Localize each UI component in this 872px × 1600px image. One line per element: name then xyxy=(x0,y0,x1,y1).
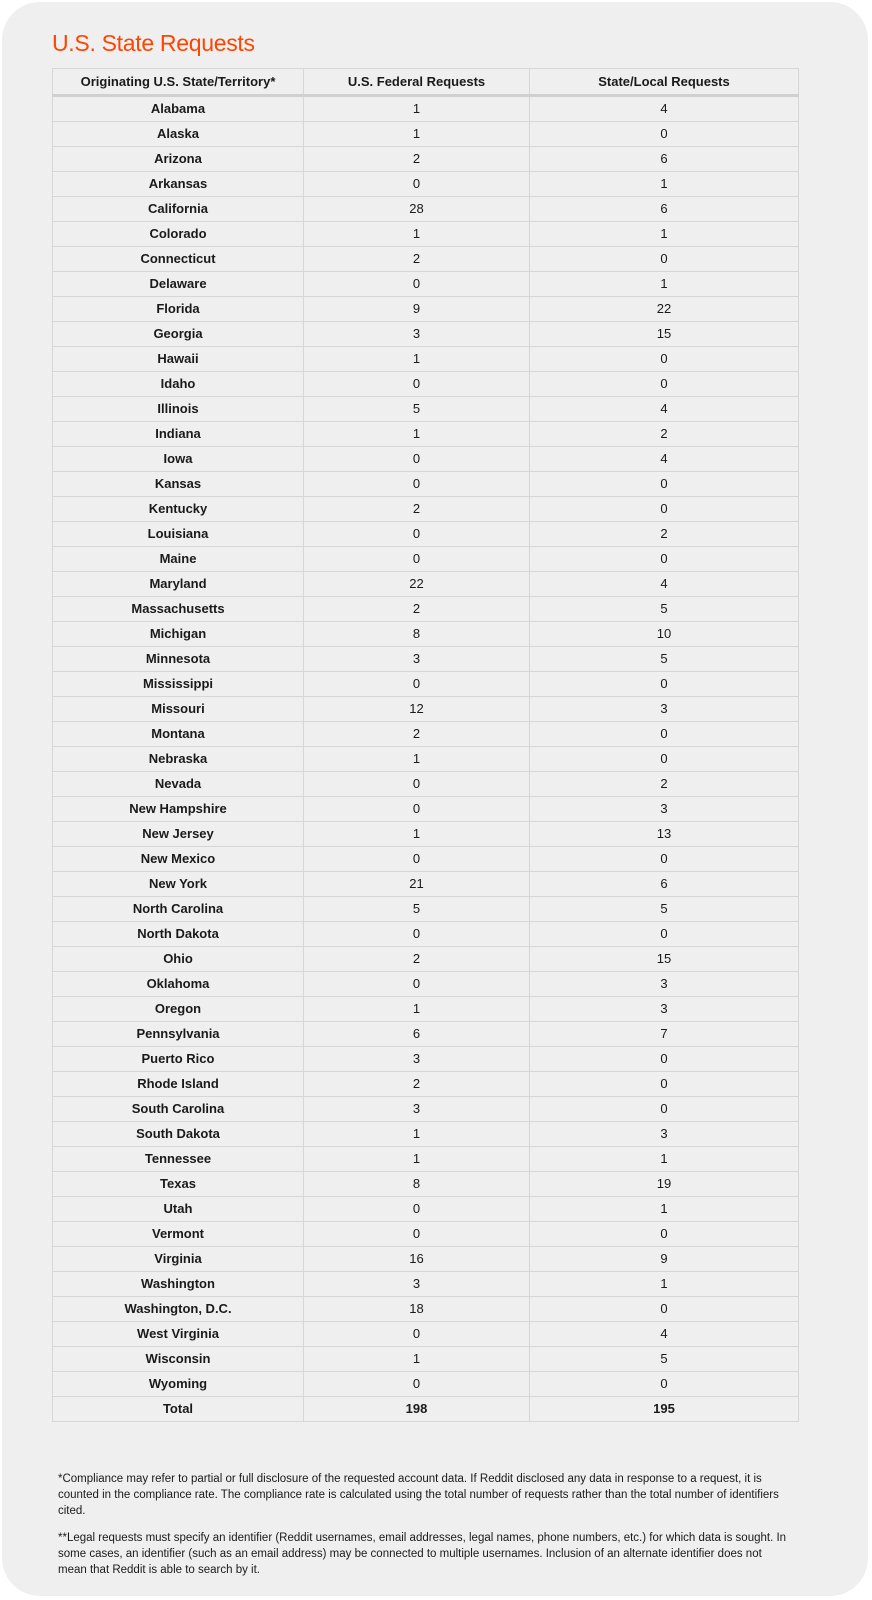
table-row xyxy=(53,497,799,522)
state-local-requests-cell: 10 xyxy=(530,622,799,647)
state-cell: Montana xyxy=(53,722,304,747)
footnote-identifier: **Legal requests must specify an identifier (Reddit usernames, email addresses, legal names, phone numbers, etc.) for which data is sought. In some cases, an identifier (such as an email address) may be connected to multiple usernames. Inclusion of an alternate identifier does not mean that Reddit is able to search by it. xyxy=(58,1532,787,1576)
federal-requests-cell: 21 xyxy=(304,872,530,897)
table-row xyxy=(53,1272,799,1297)
table-row xyxy=(53,747,799,772)
federal-requests-cell: 1 xyxy=(304,96,530,122)
federal-requests-cell: 0 xyxy=(304,472,530,497)
state-local-requests-cell: 0 xyxy=(530,722,799,747)
state-cell: Georgia xyxy=(53,322,304,347)
state-local-requests-cell: 9 xyxy=(530,1247,799,1272)
state-cell: California xyxy=(53,197,304,222)
state-local-requests-cell: 0 xyxy=(530,847,799,872)
table-row xyxy=(53,847,799,872)
state-cell: Texas xyxy=(53,1172,304,1197)
state-local-requests-cell: 0 xyxy=(530,1072,799,1097)
state-cell: Idaho xyxy=(53,372,304,397)
table-row xyxy=(53,422,799,447)
federal-requests-cell: 5 xyxy=(304,397,530,422)
state-local-requests-cell: 0 xyxy=(530,747,799,772)
state-cell: Michigan xyxy=(53,622,304,647)
state-local-requests-cell: 4 xyxy=(530,1322,799,1347)
state-local-requests-cell: 3 xyxy=(530,697,799,722)
state-cell: Delaware xyxy=(53,272,304,297)
state-local-requests-cell: 6 xyxy=(530,147,799,172)
state-cell: Wisconsin xyxy=(53,1347,304,1372)
header-state-local-requests: State/Local Requests xyxy=(530,69,799,96)
federal-requests-cell: 0 xyxy=(304,1197,530,1222)
state-local-requests-cell: 3 xyxy=(530,797,799,822)
state-cell: Rhode Island xyxy=(53,1072,304,1097)
federal-requests-cell: 9 xyxy=(304,297,530,322)
total-row xyxy=(53,1397,799,1422)
state-cell: Indiana xyxy=(53,422,304,447)
state-local-requests-cell: 6 xyxy=(530,872,799,897)
federal-requests-cell: 22 xyxy=(304,572,530,597)
federal-requests-cell: 0 xyxy=(304,522,530,547)
state-cell: Nebraska xyxy=(53,747,304,772)
state-cell: New Jersey xyxy=(53,822,304,847)
footnote-compliance: *Compliance may refer to partial or full disclosure of the requested account data. If Reddit disclosed any data in response to a request, it is counted in the compliance rate. The compliance rate is calculated using the total number of requests rather than the total number of identifiers cited. xyxy=(58,1473,779,1517)
federal-requests-cell: 3 xyxy=(304,647,530,672)
state-cell: Kentucky xyxy=(53,497,304,522)
table-row xyxy=(53,897,799,922)
table-header-row xyxy=(53,69,799,96)
federal-requests-cell: 2 xyxy=(304,597,530,622)
state-local-requests-cell: 4 xyxy=(530,397,799,422)
federal-requests-cell: 8 xyxy=(304,1172,530,1197)
table-row xyxy=(53,697,799,722)
table-row xyxy=(53,1172,799,1197)
table-row xyxy=(53,947,799,972)
federal-requests-cell: 0 xyxy=(304,972,530,997)
state-local-requests-cell: 7 xyxy=(530,1022,799,1047)
state-cell: Florida xyxy=(53,297,304,322)
state-local-requests-cell: 0 xyxy=(530,122,799,147)
state-local-requests-cell: 1 xyxy=(530,272,799,297)
state-local-requests-cell: 2 xyxy=(530,772,799,797)
header-federal-requests: U.S. Federal Requests xyxy=(304,69,530,96)
table-row xyxy=(53,1047,799,1072)
table-row xyxy=(53,1222,799,1247)
table-row xyxy=(53,1297,799,1322)
state-local-requests-cell: 1 xyxy=(530,1197,799,1222)
federal-requests-cell: 0 xyxy=(304,1222,530,1247)
table-row xyxy=(53,822,799,847)
state-local-requests-cell: 0 xyxy=(530,1222,799,1247)
state-cell: Tennessee xyxy=(53,1147,304,1172)
state-local-requests-cell: 0 xyxy=(530,1297,799,1322)
state-cell: Illinois xyxy=(53,397,304,422)
state-cell: New Mexico xyxy=(53,847,304,872)
state-cell: Louisiana xyxy=(53,522,304,547)
table-row xyxy=(53,447,799,472)
state-cell: Arkansas xyxy=(53,172,304,197)
federal-requests-cell: 18 xyxy=(304,1297,530,1322)
header-state: Originating U.S. State/Territory* xyxy=(53,69,304,96)
state-local-requests-cell: 1 xyxy=(530,222,799,247)
state-cell: South Dakota xyxy=(53,1122,304,1147)
federal-requests-cell: 12 xyxy=(304,697,530,722)
state-local-requests-cell: 22 xyxy=(530,297,799,322)
state-local-requests-cell: 2 xyxy=(530,422,799,447)
table-row xyxy=(53,222,799,247)
state-local-requests-cell: 3 xyxy=(530,1122,799,1147)
table-row xyxy=(53,1372,799,1397)
state-local-requests-cell: 13 xyxy=(530,822,799,847)
table-row xyxy=(53,322,799,347)
table-row xyxy=(53,997,799,1022)
state-local-requests-cell: 3 xyxy=(530,972,799,997)
table-row xyxy=(53,922,799,947)
federal-requests-cell: 0 xyxy=(304,1372,530,1397)
table-row xyxy=(53,172,799,197)
table-row xyxy=(53,872,799,897)
state-local-requests-cell: 4 xyxy=(530,447,799,472)
table-row xyxy=(53,522,799,547)
federal-requests-cell: 1 xyxy=(304,997,530,1022)
federal-requests-cell: 1 xyxy=(304,422,530,447)
footnotes xyxy=(58,1471,788,1589)
table-row xyxy=(53,1122,799,1147)
table-row xyxy=(53,572,799,597)
federal-requests-cell: 1 xyxy=(304,1122,530,1147)
federal-requests-cell: 0 xyxy=(304,272,530,297)
state-local-requests-cell: 15 xyxy=(530,322,799,347)
state-local-requests-cell: 0 xyxy=(530,372,799,397)
state-local-requests-cell: 0 xyxy=(530,547,799,572)
federal-requests-cell: 0 xyxy=(304,772,530,797)
state-local-requests-cell: 1 xyxy=(530,1272,799,1297)
federal-requests-cell: 0 xyxy=(304,1322,530,1347)
state-requests-table xyxy=(52,68,799,1422)
federal-requests-cell: 3 xyxy=(304,1097,530,1122)
federal-requests-cell: 2 xyxy=(304,1072,530,1097)
federal-requests-cell: 0 xyxy=(304,547,530,572)
federal-requests-cell: 3 xyxy=(304,1047,530,1072)
state-cell: Arizona xyxy=(53,147,304,172)
table-row xyxy=(53,647,799,672)
federal-requests-cell: 8 xyxy=(304,622,530,647)
table-row xyxy=(53,247,799,272)
state-local-requests-cell: 5 xyxy=(530,1347,799,1372)
table-row xyxy=(53,1097,799,1122)
total-federal-requests: 198 xyxy=(304,1397,530,1422)
federal-requests-cell: 0 xyxy=(304,372,530,397)
federal-requests-cell: 0 xyxy=(304,672,530,697)
table-row xyxy=(53,597,799,622)
table-row xyxy=(53,1247,799,1272)
state-local-requests-cell: 0 xyxy=(530,1047,799,1072)
table-row xyxy=(53,472,799,497)
table-row xyxy=(53,1197,799,1222)
state-cell: Vermont xyxy=(53,1222,304,1247)
state-cell: West Virginia xyxy=(53,1322,304,1347)
page-title: U.S. State Requests xyxy=(52,30,255,56)
state-cell: New York xyxy=(53,872,304,897)
state-cell: Washington, D.C. xyxy=(53,1297,304,1322)
table-row xyxy=(53,272,799,297)
state-cell: Utah xyxy=(53,1197,304,1222)
state-cell: Pennsylvania xyxy=(53,1022,304,1047)
federal-requests-cell: 2 xyxy=(304,247,530,272)
table-row xyxy=(53,972,799,997)
total-state-local-requests: 195 xyxy=(530,1397,799,1422)
table-row xyxy=(53,96,799,122)
state-cell: Minnesota xyxy=(53,647,304,672)
federal-requests-cell: 1 xyxy=(304,347,530,372)
federal-requests-cell: 28 xyxy=(304,197,530,222)
state-cell: Massachusetts xyxy=(53,597,304,622)
table-row xyxy=(53,122,799,147)
state-local-requests-cell: 0 xyxy=(530,472,799,497)
federal-requests-cell: 2 xyxy=(304,147,530,172)
state-cell: Ohio xyxy=(53,947,304,972)
state-local-requests-cell: 0 xyxy=(530,1097,799,1122)
state-local-requests-cell: 6 xyxy=(530,197,799,222)
state-cell: Maine xyxy=(53,547,304,572)
table-row xyxy=(53,397,799,422)
state-local-requests-cell: 3 xyxy=(530,997,799,1022)
state-local-requests-cell: 2 xyxy=(530,522,799,547)
state-cell: North Carolina xyxy=(53,897,304,922)
state-cell: Oklahoma xyxy=(53,972,304,997)
state-local-requests-cell: 5 xyxy=(530,647,799,672)
federal-requests-cell: 2 xyxy=(304,497,530,522)
state-local-requests-cell: 0 xyxy=(530,247,799,272)
federal-requests-cell: 1 xyxy=(304,822,530,847)
state-cell: Colorado xyxy=(53,222,304,247)
federal-requests-cell: 6 xyxy=(304,1022,530,1047)
federal-requests-cell: 16 xyxy=(304,1247,530,1272)
state-cell: North Dakota xyxy=(53,922,304,947)
federal-requests-cell: 0 xyxy=(304,172,530,197)
state-cell: Puerto Rico xyxy=(53,1047,304,1072)
state-cell: Iowa xyxy=(53,447,304,472)
table-row xyxy=(53,1322,799,1347)
federal-requests-cell: 0 xyxy=(304,922,530,947)
table-row xyxy=(53,147,799,172)
federal-requests-cell: 1 xyxy=(304,1147,530,1172)
state-cell: South Carolina xyxy=(53,1097,304,1122)
state-local-requests-cell: 15 xyxy=(530,947,799,972)
total-label: Total xyxy=(53,1397,304,1422)
state-local-requests-cell: 1 xyxy=(530,172,799,197)
table-row xyxy=(53,1072,799,1097)
table-body xyxy=(53,96,799,1422)
state-local-requests-cell: 19 xyxy=(530,1172,799,1197)
federal-requests-cell: 1 xyxy=(304,122,530,147)
state-local-requests-cell: 5 xyxy=(530,597,799,622)
federal-requests-cell: 5 xyxy=(304,897,530,922)
table-row xyxy=(53,622,799,647)
state-local-requests-cell: 4 xyxy=(530,96,799,122)
table-row xyxy=(53,722,799,747)
state-cell: Kansas xyxy=(53,472,304,497)
state-cell: Wyoming xyxy=(53,1372,304,1397)
state-cell: Alabama xyxy=(53,96,304,122)
state-cell: Maryland xyxy=(53,572,304,597)
state-cell: Missouri xyxy=(53,697,304,722)
state-cell: Washington xyxy=(53,1272,304,1297)
federal-requests-cell: 0 xyxy=(304,847,530,872)
table-row xyxy=(53,1147,799,1172)
state-local-requests-cell: 1 xyxy=(530,1147,799,1172)
state-local-requests-cell: 0 xyxy=(530,1372,799,1397)
table-row xyxy=(53,547,799,572)
federal-requests-cell: 0 xyxy=(304,447,530,472)
table-row xyxy=(53,372,799,397)
state-cell: Oregon xyxy=(53,997,304,1022)
state-cell: Connecticut xyxy=(53,247,304,272)
table-row xyxy=(53,1347,799,1372)
table-row xyxy=(53,297,799,322)
federal-requests-cell: 1 xyxy=(304,1347,530,1372)
state-local-requests-cell: 5 xyxy=(530,897,799,922)
state-local-requests-cell: 0 xyxy=(530,672,799,697)
federal-requests-cell: 0 xyxy=(304,797,530,822)
federal-requests-cell: 1 xyxy=(304,222,530,247)
report-card xyxy=(2,2,868,1596)
state-cell: Nevada xyxy=(53,772,304,797)
state-local-requests-cell: 0 xyxy=(530,922,799,947)
state-cell: Virginia xyxy=(53,1247,304,1272)
federal-requests-cell: 1 xyxy=(304,747,530,772)
table-row xyxy=(53,197,799,222)
federal-requests-cell: 2 xyxy=(304,722,530,747)
table-row xyxy=(53,347,799,372)
federal-requests-cell: 3 xyxy=(304,1272,530,1297)
state-cell: Mississippi xyxy=(53,672,304,697)
table-row xyxy=(53,772,799,797)
state-local-requests-cell: 4 xyxy=(530,572,799,597)
federal-requests-cell: 3 xyxy=(304,322,530,347)
table-row xyxy=(53,797,799,822)
state-cell: Alaska xyxy=(53,122,304,147)
state-cell: Hawaii xyxy=(53,347,304,372)
table-row xyxy=(53,672,799,697)
table-row xyxy=(53,1022,799,1047)
state-local-requests-cell: 0 xyxy=(530,497,799,522)
federal-requests-cell: 2 xyxy=(304,947,530,972)
state-cell: New Hampshire xyxy=(53,797,304,822)
state-local-requests-cell: 0 xyxy=(530,347,799,372)
